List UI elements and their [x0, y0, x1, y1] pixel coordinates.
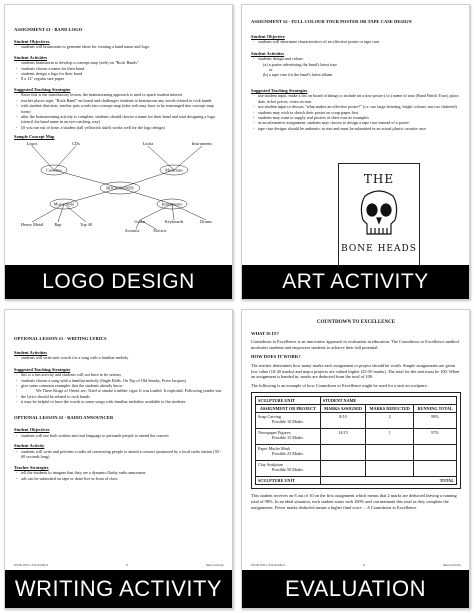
strategies-heading: Suggested Teaching Strategies — [14, 366, 71, 372]
map-node: CDs — [72, 140, 80, 146]
map-node: Musicians — [165, 167, 183, 173]
list-item: - ads can be submitted on tape or done live in front of class — [14, 476, 224, 481]
page-evaluation[interactable] — [241, 309, 470, 609]
option-a: (a) a poster advertising the band's latest tour — [263, 61, 337, 67]
row-worth: Possible 15 Marks — [272, 435, 303, 441]
strategies-list — [14, 92, 224, 130]
unit-label: SCULPTURE UNIT — [256, 397, 321, 405]
list-item: - as an alternative assignment, students may choose to design a tape case instead of a poster — [251, 120, 461, 125]
objectives-heading: Student Objectives — [14, 38, 50, 44]
activities-heading: Student Activities — [14, 349, 48, 355]
row-deducted — [366, 461, 414, 477]
map-node: Logos — [26, 140, 38, 146]
list-item: - students design and colour: — [251, 56, 461, 61]
page-art-activity[interactable] — [241, 4, 470, 300]
lesson1-title: OPTIONAL LESSON #1 - WRITING LYRICS — [14, 336, 107, 341]
footer-unit-label: SCULPTURE UNIT — [256, 477, 321, 485]
map-node: Looks — [142, 140, 154, 146]
what-text: Countdown to Excellence is an innovative approach to evaluation in education. The Countdown to Excellence method motivates students and empowers students to achieve their full potential. — [251, 339, 459, 350]
list-item: - use student input, make a list on board of things to include on a tour poster (i.e.) name of tour (Band Watch Tour), place, date, ticket prices, cities on tour — [251, 93, 461, 104]
objectives-list — [14, 44, 224, 49]
col-header: ASSIGNMENT OR PROJECT — [256, 405, 321, 413]
concept-map-heading: Sample Concept Map — [14, 134, 55, 140]
activity-heading: Student Activity — [14, 443, 45, 449]
map-node: Top 40 — [80, 221, 92, 227]
footer-site: Sheet Activity — [205, 563, 224, 567]
strategies-list — [251, 93, 461, 131]
activities-heading: Student Activities — [14, 54, 48, 60]
list-item: - it may be helpful to have the words to some songs with familiar melodies available to the students — [14, 399, 224, 404]
assignment-title: ASSIGNMENT #1 - BAND LOGO — [14, 27, 83, 32]
row-name: Soap Carving — [258, 414, 281, 420]
list-item: - We Three Kings of Orient are, Tried to smoke a rubber cigar, It was loaded, It exploded, Following yonder star — [14, 388, 224, 393]
list-item: - (If you run out of time, a student (tall yellowish shaft) works well for the logo design) — [14, 125, 224, 130]
list-item: - teacher places topic "Rock Band" on board and challenges students to brainstorm any words related to rock bands — [14, 98, 224, 103]
map-node: Rap — [54, 221, 62, 227]
page-number: 11 — [362, 563, 366, 567]
row-worth: Possible 10 Marks — [272, 419, 303, 425]
map-node: Keyboards — [164, 218, 184, 224]
assignment-title: ASSIGNMENT #2 - FULL COLOUR TOUR POSTER OR TAPE CASE DESIGN — [251, 19, 412, 24]
list-item: - students will use both written and oral language to persuade people to attend the concert — [14, 433, 224, 438]
poster-title-top: THE — [363, 172, 395, 186]
row-assigned — [320, 445, 365, 461]
page-banner: EVALUATION — [242, 570, 469, 608]
how-example: The following is an example of how Countdown to Excellence might be used for a unit on sculpture. — [251, 382, 428, 388]
row-deducted — [366, 445, 414, 461]
list-item: - use student input to discuss "what makes an effective poster?" (i.e. use large lettering, bright colours, not too cluttered) — [251, 104, 461, 109]
activities-heading: Student Activities — [251, 50, 285, 56]
col-header: MARKS ASSIGNED — [320, 405, 365, 413]
row-name: Paper Mache Mask — [258, 446, 291, 452]
page-footer — [251, 563, 461, 567]
footer-total-label: TOTAL — [320, 477, 456, 485]
list-item: - Since this is the introductory lesson, the brainstorming approach is used to spark student interest — [14, 92, 224, 97]
list-item: - give some common examples that the students already know — [14, 383, 224, 388]
list-item: - this is a fun activity and students will not have to be serious — [14, 372, 224, 377]
col-header: RUNNING TOTAL — [414, 405, 457, 413]
footer-code: OSSN 978-1-55319-609-9 — [251, 563, 285, 567]
page-footer — [14, 563, 224, 567]
row-name: Clay Sculpture — [258, 462, 284, 468]
page-number: 8 — [126, 563, 128, 567]
table-row — [256, 429, 457, 445]
list-item: - with student direction, teacher puts words into concept map (idea web may have to be rearranged into concept map form) — [14, 103, 224, 114]
strategies-heading: Suggested Teaching Strategies — [14, 86, 71, 92]
list-item: - students will write and perform a radio ad convincing people to attend a concert sponsored by a local radio station (30 - 60 seconds long) — [14, 449, 224, 460]
strategies-list — [14, 372, 224, 404]
list-item: - students brainstorm to develop a concept map (web) on "Rock Bands" — [14, 60, 224, 65]
row-worth: Possible 50 Marks — [272, 467, 303, 473]
page-banner: LOGO DESIGN — [5, 265, 232, 299]
page-logo-design[interactable] — [4, 4, 233, 300]
evaluation-title: COUNTDOWN TO EXCELLENCE — [316, 320, 396, 325]
countdown-table-box — [251, 392, 461, 489]
teacher-heading: Teacher Strategies — [14, 464, 49, 470]
row-name: Newspaper Figures — [258, 430, 291, 436]
activities-list — [14, 60, 224, 82]
skull-icon — [339, 188, 419, 250]
page-banner: ART ACTIVITY — [242, 265, 469, 299]
table-row — [256, 461, 457, 477]
table-row — [256, 413, 457, 429]
list-item: - students will determine characteristics of an effective poster or tape case — [251, 39, 461, 44]
objectives-list — [14, 433, 224, 438]
teacher-list — [14, 470, 224, 481]
list-item: - after the brainstorming activity is complete, students should choose a name for their band and start designing a logo (stencil the band name in an eye-catching way) — [14, 114, 224, 125]
row-assigned: 8/10 — [320, 413, 365, 429]
map-node: Music Style — [53, 201, 75, 207]
map-node: Cassettes — [46, 167, 62, 173]
list-item: - students may want to supply real posters of their own as examples — [251, 115, 461, 120]
countdown-table — [255, 396, 457, 485]
list-item: - students choose a name for their band — [14, 66, 224, 71]
poster-title-bottom: BONE HEADS — [341, 244, 417, 254]
col-header: MARKS DEDUCTED — [366, 405, 414, 413]
table-row — [256, 445, 457, 461]
list-item: - students will write new words for a song with a familiar melody — [14, 355, 224, 360]
map-node: Guitar — [134, 218, 146, 224]
what-heading: WHAT IS IT? — [251, 330, 279, 336]
list-item: - tape case designs should be authentic in size and must be submitted in an actual plastic cassette case — [251, 126, 461, 131]
objectives-list — [251, 39, 461, 44]
footer-site: Sheet Activity — [442, 563, 461, 567]
map-node: Instruments — [161, 201, 183, 207]
map-node: Electric — [153, 227, 167, 232]
how-heading: HOW DOES IT WORK? — [251, 354, 301, 360]
map-node: Heavy Metal — [20, 221, 44, 227]
list-item: - tell the students to imagine that they are a dynamic/flashy radio announcer — [14, 470, 224, 475]
option-or: or — [269, 67, 273, 72]
list-item: - students may wish to sketch their poster on scrap paper first — [251, 110, 461, 115]
row-deducted: 2 — [366, 413, 414, 429]
list-item: - 8 x 12" regular size paper — [14, 76, 224, 81]
row-assigned: 14/15 — [320, 429, 365, 445]
sample-poster — [338, 163, 420, 269]
list-item: - students will brainstorm to generate ideas for creating a band name and logo. — [14, 44, 224, 49]
closing-text: This student receives an 8 out of 10 on the first assignment which means that 2 marks are deducted leaving a running total of 98%. In an ideal situation, each student starts with 100% and can maintain this total as they complete the assignments. Fewer marks deducted means a higher final score ... A Countdown to Excellence. — [251, 493, 457, 510]
activities-list — [14, 355, 224, 360]
row-total — [414, 445, 457, 461]
strategies-heading: Suggested Teaching Strategies — [251, 87, 308, 93]
row-total: 98% — [414, 413, 457, 429]
objectives-heading: Student Objective — [251, 33, 285, 39]
list-item: - the lyrics should be related to rock bands — [14, 394, 224, 399]
page-banner: WRITING ACTIVITY — [5, 570, 232, 608]
concept-map — [14, 140, 224, 232]
page-writing-activity[interactable] — [4, 309, 233, 609]
list-item: - students choose a song with a familiar melody (Jingle Bells, On Top of Old Smoky, Frere Jacques) — [14, 378, 224, 383]
row-deducted: 1 — [366, 429, 414, 445]
list-item: - students design a logo for their band — [14, 71, 224, 76]
option-b: (b) a tape case for the band's latest album — [263, 72, 333, 78]
activities-list — [251, 56, 461, 61]
row-worth: Possible 25 Marks — [272, 451, 303, 457]
map-node: Instruments — [191, 140, 213, 146]
lesson2-title: OPTIONAL LESSON #2 - RADIO ANNOUNCER — [14, 414, 114, 420]
how-text: The teacher determines how many marks each assignment or project should be worth. Simple assignments are given low value (10-20 marks) and major projects are valued higher (25-50 marks). The total for the unit must be 100. When an assignment is handed in, marks are deducted from the total of 100. — [251, 362, 460, 380]
row-total — [414, 461, 457, 477]
objectives-heading: Student Objectives — [14, 427, 50, 433]
map-center: ROCK BANDS — [106, 185, 134, 191]
footer-code: OSSN 978-1-55319-609-9 — [14, 563, 48, 567]
student-name-label: STUDENT NAME — [320, 397, 456, 405]
row-assigned — [320, 461, 365, 477]
row-total: 97% — [414, 429, 457, 445]
map-node: Drums — [200, 218, 212, 224]
map-node: Acoustic — [124, 227, 140, 232]
activity-list — [14, 449, 224, 460]
